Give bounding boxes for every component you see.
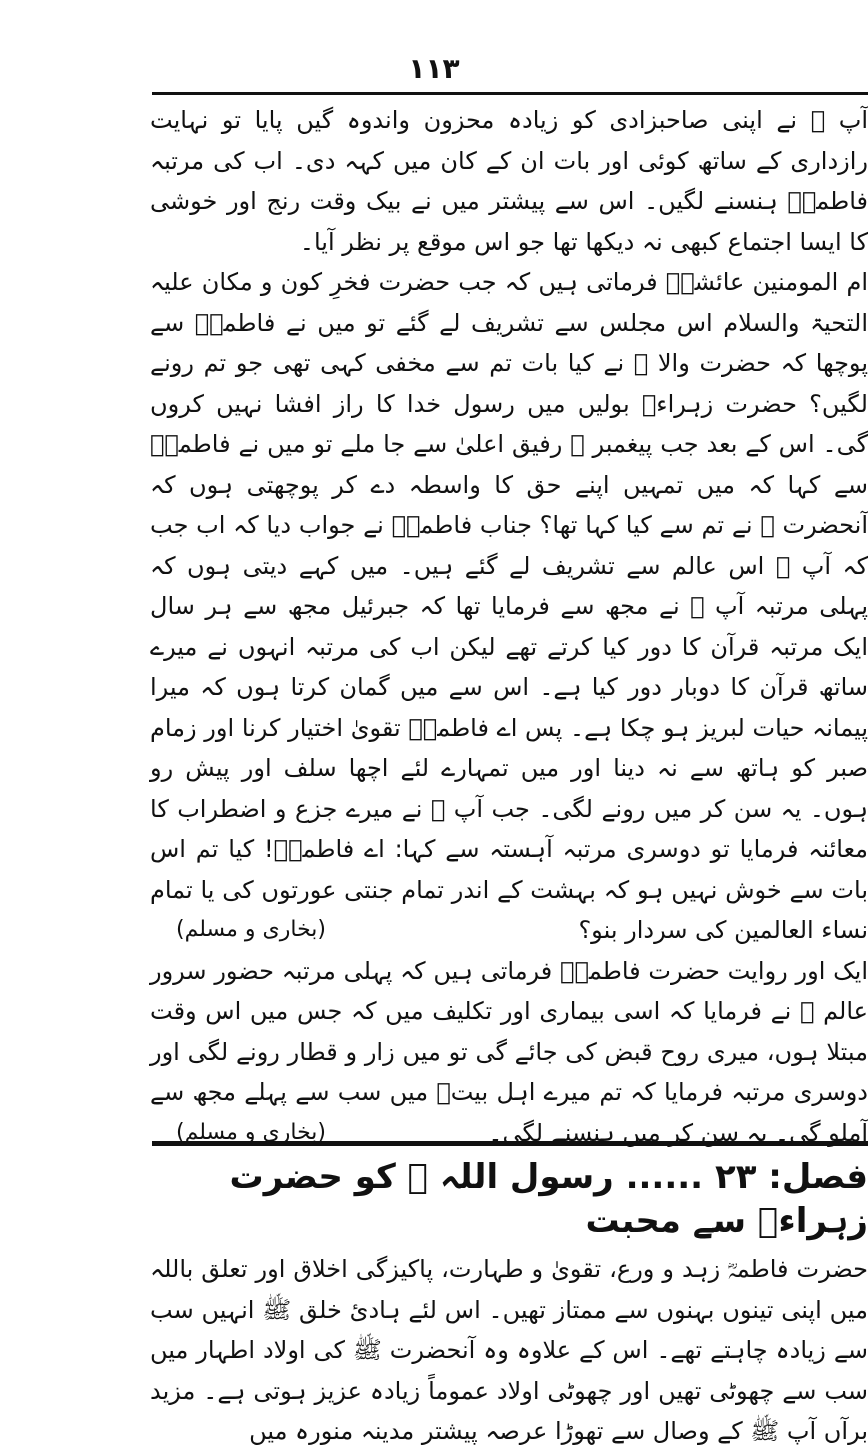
paragraph-love-for-zahra: حضرت فاطمہؓ زہد و ورع، تقویٰ و طہارت، پاکیزگی اخلاق اور تعلق باللہ میں اپنی تینوں بہنوں سے ممتاز تھیں۔ اس لئے ہادیٔ خلق ﷺ انہیں سب سے زیادہ چاہتے تھے۔ اس کے علاوہ وہ آنحضرت ﷺ کی اولاد اطہار میں سب سے چھوٹی تھیں اور چھوٹی اولاد عموماً زیادہ عزیز ہوتی ہے۔ مزید برآں آپ ﷺ کے وصال سے تھوڑا عرصہ پیشتر مدینہ منورہ میں	[150, 1255, 868, 1445]
top-rule	[152, 92, 868, 95]
paragraph-aisha-text: ام المومنین عائشہؓ فرماتی ہیں کہ جب حضرت فخرِ کون و مکان علیہ التحیۃ والسلام اس مجلس سے تشریف لے گئے تو میں نے فاطمہؓ سے پوچھا کہ حضرت والا ﷺ نے کیا بات تم سے مخفی کہی تھی جو تم رونے لگیں؟ حضرت زہراءؓ بولیں میں رسول خدا کا راز افشا نہیں کروں گی۔ اس کے بعد جب پیغمبر ﷺ رفیق اعلیٰ سے جا ملے تو میں نے فاطمہؓ سے کہا کہ میں تمہیں اپنے حق کا واسطہ دے کر پوچھتی ہوں کہ آنحضرت ﷺ نے تم سے کیا کہا تھا؟ جناب فاطمہؓ نے جواب دیا کہ اب جب کہ آپ ﷺ اس عالم سے تشریف لے گئے ہیں۔ میں کہے دیتی ہوں کہ پہلی مرتبہ آپ ﷺ نے مجھ سے فرمایا تھا کہ جبرئیل مجھ سے ہر سال ایک مرتبہ قرآن کا دور کیا کرتے تھے لیکن اب کی مرتبہ انہوں نے میرے ساتھ قرآن کا دوبار دور کیا ہے۔ اس سے میں گمان کرتا ہوں کہ میرا پیمانہ حیات لبریز ہو چکا ہے۔ پس اے فاطمہؓ تقویٰ اختیار کرنا اور زمام صبر کو ہاتھ سے نہ دینا اور میں تمہارے لئے اچھا سلف اور پیش رو ہوں۔ یہ سن کر میں رونے لگی۔ جب آپ ﷺ نے میرے جزع و اضطراب کا معائنہ فرمایا تو دوسری مرتبہ آہستہ سے کہا: اے فاطمہؓ! کیا تم اس بات سے خوش نہیں ہو کہ بہشت کے اندر تمام جنتی عورتوں کی یا تمام نساء العالمین کی سردار بنو؟	[150, 268, 868, 944]
page-number: ۱۱۳	[408, 52, 460, 85]
hadith-reference: (بخاری و مسلم)	[176, 1119, 326, 1145]
paragraph-aisha-narration	[150, 262, 868, 951]
paragraph-second-narration	[150, 951, 868, 1154]
page-body	[150, 100, 868, 1452]
hadith-reference: (بخاری و مسلم)	[176, 917, 326, 942]
bottom-rule	[152, 1141, 868, 1146]
paragraph-second-text: ایک اور روایت حضرت فاطمہؓ فرماتی ہیں کہ پہلی مرتبہ حضور سرور عالم ﷺ نے فرمایا کہ اسی بیماری اور تکلیف میں کہ جس میں اس وقت مبتلا ہوں، میری روح قبض کی جائے گی تو میں زار و قطار رونے لگی اور دوسری مرتبہ فرمایا کہ تم میرے اہل بیتؓ میں سب سے پہلے مجھ سے آملو گی۔ یہ سن کر میں ہنسنے لگی۔	[150, 956, 868, 1147]
paragraph-secret-whisper: آپ ﷺ نے اپنی صاحبزادی کو زیادہ محزون واندوہ گیں پایا تو نہایت رازداری کے ساتھ کوئی اور بات ان کے کان میں کہہ دی۔ اب کی مرتبہ فاطمہؓ ہنسنے لگیں۔ اس سے پیشتر میں نے بیک وقت رنج اور خوشی کا ایسا اجتماع کبھی نہ دیکھا تھا جو اس موقع پر نظر آیا۔	[150, 106, 868, 256]
chapter-heading: فصل: ۲۳ ...... رسول اللہ ﷺ کو حضرت زہراءؓ سے محبت	[229, 1157, 868, 1241]
